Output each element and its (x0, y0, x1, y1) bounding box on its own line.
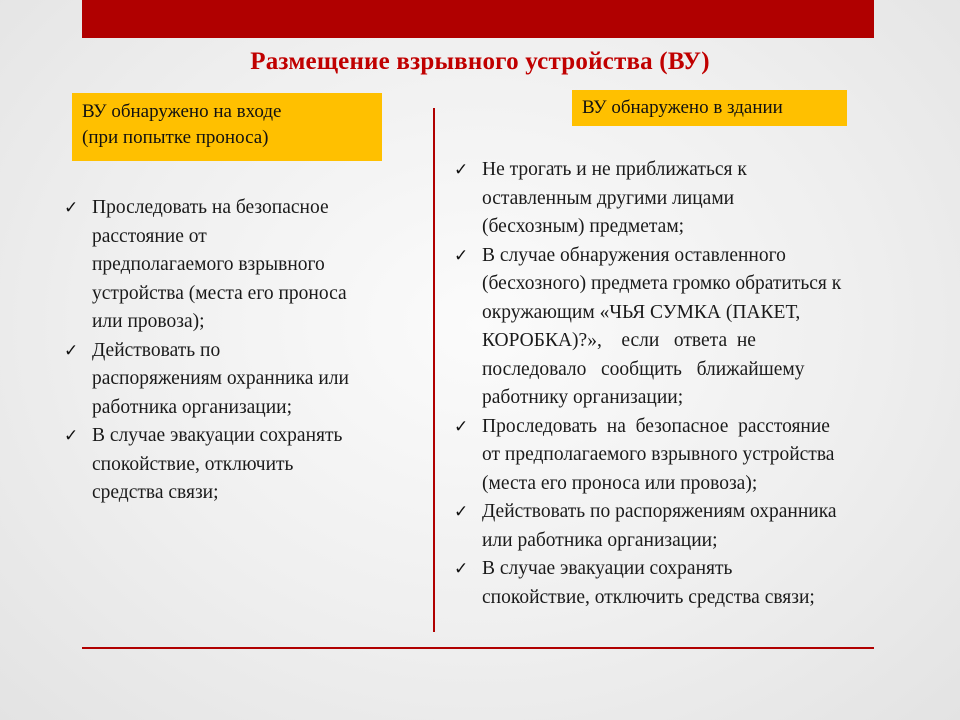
list-item (454, 156, 934, 242)
list-item (454, 555, 934, 612)
top-banner-bar (82, 0, 874, 38)
list-item-line: от предполагаемого взрывного устройства (482, 444, 835, 465)
checkmark-icon: ✓ (454, 245, 469, 266)
checkmark-icon: ✓ (64, 198, 79, 218)
bottom-divider-line (82, 647, 874, 649)
list-item (64, 337, 414, 423)
right-instruction-list (454, 156, 934, 612)
list-item-line: (места его проноса или провоза); (482, 472, 758, 494)
checkmark-icon: ✓ (454, 416, 469, 437)
list-item-line: оставленным другими лицами (482, 187, 735, 209)
right-header-text: ВУ обнаружено в здании (582, 97, 783, 118)
list-item-line: расстояние от (92, 225, 207, 247)
right-header-box (572, 90, 847, 126)
list-item-line: Проследовать на безопасное расстояние (482, 415, 830, 437)
list-item-line: В случае обнаружения оставленного (482, 244, 786, 266)
left-instruction-list (64, 194, 414, 508)
list-item-line: Действовать по распоряжениям охранника (482, 501, 837, 522)
list-item-line: спокойствие, отключить средства связи; (482, 586, 815, 608)
list-item-line: (бесхозного) предмета громко обратиться к (482, 273, 842, 294)
list-item-line: Действовать по (92, 339, 221, 361)
list-item-line: спокойствие, отключить (92, 453, 294, 475)
left-header-box (72, 93, 382, 161)
list-item-line: КОРОБКА)?», если ответа не (482, 330, 756, 351)
checkmark-icon: ✓ (64, 426, 79, 446)
list-item-line: распоряжениям охранника или (92, 368, 349, 389)
left-header-line: ВУ обнаружено на входе (82, 101, 282, 122)
list-item-line: устройства (места его проноса (92, 282, 347, 304)
list-item (64, 194, 414, 337)
list-item-line: последовало сообщить ближайшему (482, 358, 805, 380)
checkmark-icon: ✓ (64, 340, 79, 361)
list-item-line: В случае эвакуации сохранять (482, 558, 733, 579)
list-item (454, 242, 934, 413)
list-item (64, 422, 414, 508)
page-title: Размещение взрывного устройства (ВУ) (250, 48, 710, 75)
checkmark-icon: ✓ (454, 160, 469, 180)
list-item-line: или работника организации; (482, 529, 718, 551)
list-item-line: средства связи; (92, 482, 219, 503)
list-item-line: окружающим «ЧЬЯ СУМКА (ПАКЕТ, (482, 301, 801, 323)
list-item-line: Не трогать и не приближаться к (482, 159, 747, 180)
left-header-line: (при попытке проноса) (82, 127, 269, 148)
list-item (454, 498, 934, 555)
list-item-line: работника организации; (92, 396, 293, 418)
checkmark-icon: ✓ (454, 559, 469, 579)
list-item (454, 413, 934, 499)
list-item-line: или провоза); (92, 311, 205, 332)
list-item-line: Проследовать на безопасное (92, 197, 329, 218)
list-item-line: работнику организации; (482, 387, 684, 408)
list-item-line: (бесхозным) предметам; (482, 216, 685, 237)
column-divider (433, 108, 435, 632)
checkmark-icon: ✓ (454, 502, 469, 522)
list-item-line: В случае эвакуации сохранять (92, 425, 343, 446)
list-item-line: предполагаемого взрывного (92, 254, 325, 275)
